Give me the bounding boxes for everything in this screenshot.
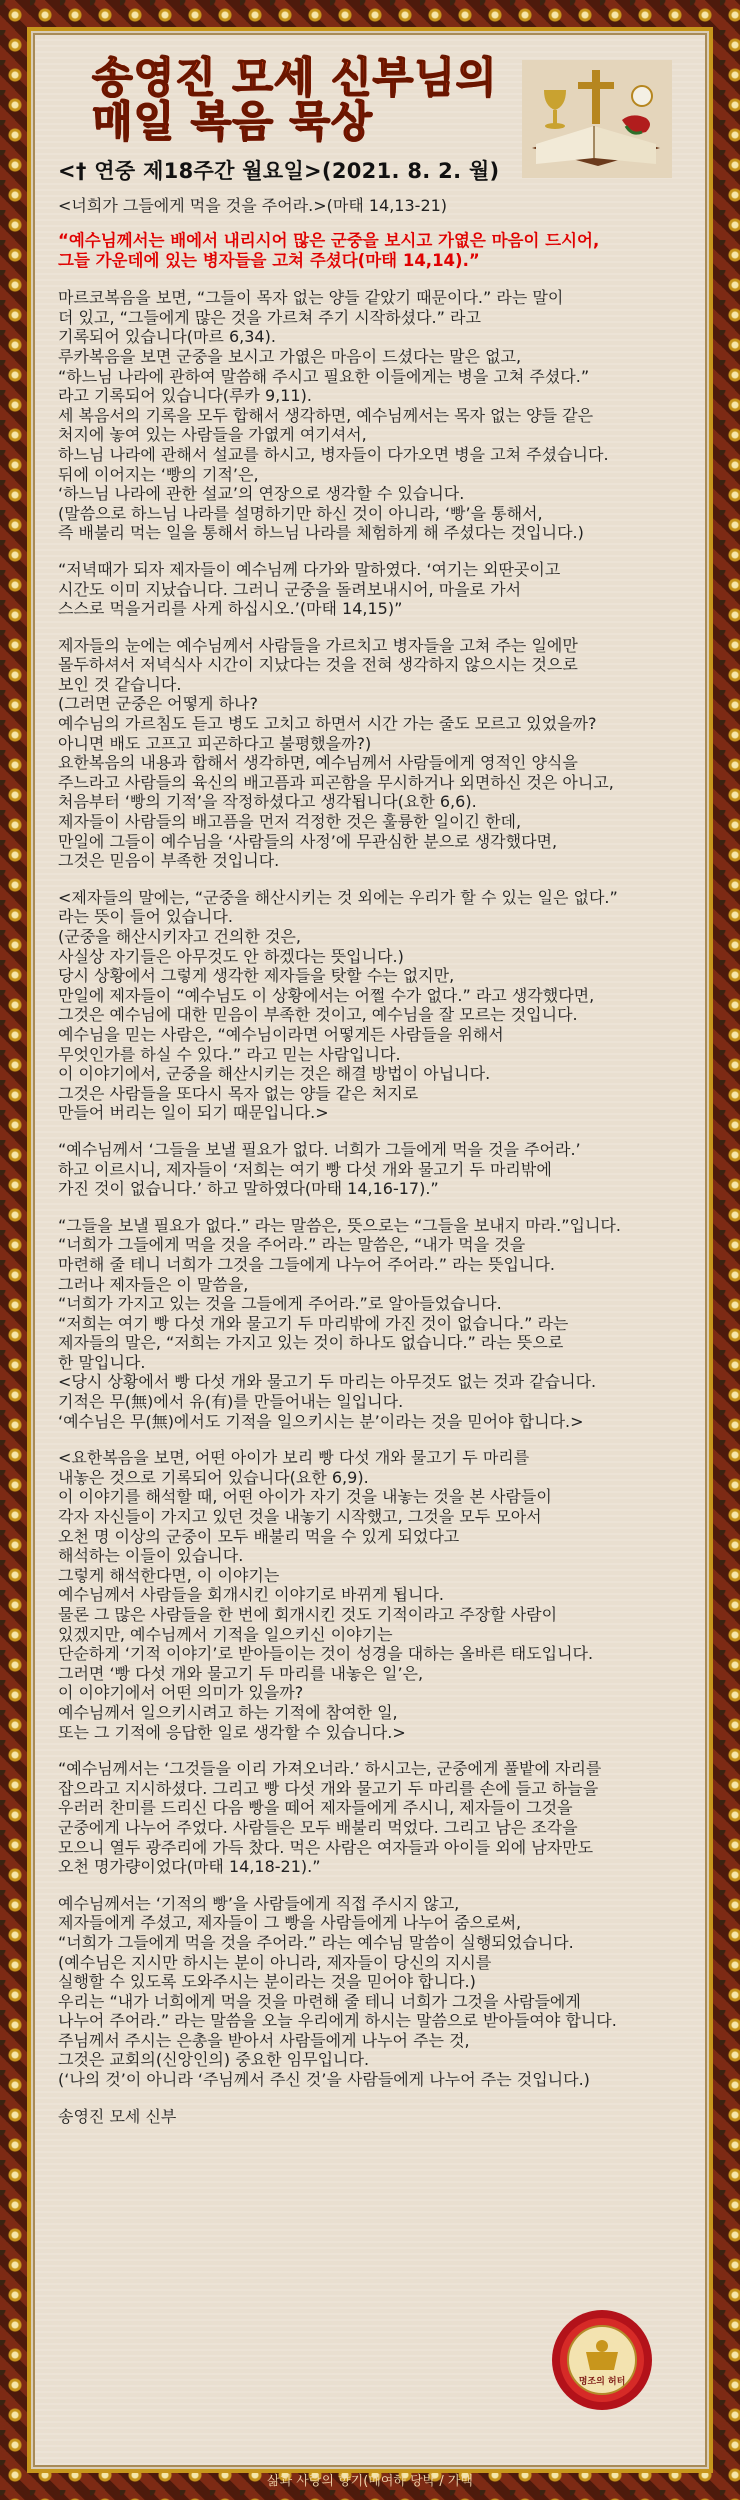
paragraph-3: 제자들의 눈에는 예수님께서 사람들을 가르치고 병자들을 고쳐 주는 일에만 몰두하셔서 저녁식사 시간이 지났다는 것을 전혀 생각하지 않으시는 것으로 보인 것 같습니다. (그러면 군중은 어떻게 하나? 예수님의 가르침도 듣고 병도 고치고 하면서 시간 가는 줄도 모르고 있었을까? 아니면 배도 고프고 피곤하다고 불평했을까?) 요한복음의 내용과 합해서 생각하면, 예수님께서 사람들에게 영적인 양식을 주느라고 사람들의 육신의 배고픔과 피곤함을 무시하거나 외면하신 것은 아니고, 처음부터 ‘빵의 기적’을 작정하셨다고 생각됩니다(요한 6,6). 제자들이 사람들의 배고픔을 먼저 걱정한 것은 훌륭한 일이긴 한데, 만일에 그들이 예수님을 ‘사람들의 사정’에 무관심한 분으로 생각했다면, 그것은 믿음이 부족한 것입니다. [58, 635, 614, 871]
paragraph-2: “저녁때가 되자 제자들이 예수님께 다가와 말하였다. ‘여기는 외딴곳이고 시간도 이미 지났습니다. 그러니 군중을 돌려보내시어, 마을로 가서 스스로 먹을거리를 사게 하십시오.’(마태 14,15)” [58, 559, 561, 619]
date-heading: <† 연중 제18주간 월요일>(2021. 8. 2. 월) [58, 159, 500, 183]
page-title [92, 53, 498, 146]
paragraph-1: 마르코복음을 보면, “그들이 목자 없는 양들 같았기 때문이다.” 라는 말이 더 있고, “그들에게 많은 것을 가르쳐 주기 시작하셨다.” 라고 기록되어 있습니다(마르 6,34). 루카복음을 보면 군중을 보시고 가엾은 마음이 드셨다는 말은 없고, “하느님 나라에 관하여 말씀해 주시고 필요한 이들에게는 병을 고쳐 주셨다.” 라고 기록되어 있습니다(루카 9,11). 세 복음서의 기록을 모두 합해서 생각하면, 예수님께서는 목자 없는 양들 같은 처지에 놓여 있는 사람들을 가엾게 여기셔서, 하느님 나라에 관해서 설교를 하시고, 병자들이 다가오면 병을 고쳐 주셨습니다. 뒤에 이어지는 ‘빵의 기적’은, ‘하느님 나라에 관한 설교’의 연장으로 생각할 수 있습니다. (말씀으로 하느님 나라를 설명하기만 하신 것이 아니라, ‘빵’을 통해서, 즉 배불리 먹는 일을 통해서 하느님 나라를 체험하게 해 주셨다는 것입니다.) [58, 288, 609, 543]
footer-caption: 삶과 사랑의 향기(매여하 당박 / 가백 [267, 2474, 473, 2489]
paragraph-4: <제자들의 말에는, “군중을 해산시키는 것 외에는 우리가 할 수 있는 일은 없다.” 라는 뜻이 들어 있습니다. (군중을 해산시키자고 건의한 것은, 사실상 자기들은 아무것도 안 하겠다는 뜻입니다.) 당시 상황에서 그렇게 생각한 제자들을 탓할 수는 없지만, 만일에 제자들이 “예수님도 이 상황에서는 어쩔 수가 없다.” 라고 생각했다면, 그것은 예수님에 대한 믿음이 부족한 것이고, 예수님을 잘 모르는 것입니다. 예수님을 믿는 사람은, “예수님이라면 어떻게든 사람들을 위해서 무엇인가를 하실 수 있다.” 라고 믿는 사람입니다. 이 이야기에서, 군중을 해산시키는 것은 해결 방법이 아닙니다. 그것은 사람들을 또다시 목자 없는 양들 같은 처지로 만들어 버리는 일이 되기 때문입니다.> [58, 887, 618, 1123]
title-line-2: 매일 복음 묵상 [92, 97, 373, 146]
paragraph-9: 예수님께서는 ‘기적의 빵’을 사람들에게 직접 주시지 않고, 제자들에게 주셨고, 제자들이 그 빵을 사람들에게 나누어 줌으로써, “너희가 그들에게 먹을 것을 주어라.” 라는 예수님 말씀이 실행되었습니다. (예수님은 지시만 하시는 분이 아니라, 제자들이 당신의 지시를 실행할 수 있도록 도와주시는 분이라는 것을 믿어야 합니다.) 우리는 “내가 너희에게 먹을 것을 마련해 줄 테니 너희가 그것을 사람들에게 나누어 주어라.” 라는 말씀을 오늘 우리에게 하시는 말씀으로 받아들여야 합니다. 주님께서 주시는 은총을 받아서 사람들에게 나누어 주는 것, 그것은 교회의(신앙인의) 중요한 임무입니다. (‘나의 것’이 아니라 ‘주님께서 주신 것’을 사람들에게 나누어 주는 것입니다.) [58, 1893, 617, 2090]
gospel-title: <너희가 그들에게 먹을 것을 주어라.>(마태 14,13-21) [58, 195, 448, 215]
paragraph-7: <요한복음을 보면, 어떤 아이가 보리 빵 다섯 개와 물고기 두 마리를 내놓은 것으로 기록되어 있습니다(요한 6,9). 이 이야기를 해석할 때, 어떤 아이가 자기 것을 내놓는 것을 본 사람들이 각자 자신들이 가지고 있던 것을 내놓기 시작했고, 그것을 모두 모아서 오천 명 이상의 군중이 모두 배불리 먹을 수 있게 되었다고 해석하는 이들이 있습니다. 그렇게 해석한다면, 이 이야기는 예수님께서 사람들을 회개시킨 이야기로 바뀌게 됩니다. 물론 그 많은 사람들을 한 번에 회개시킨 것도 기적이라고 주장할 사람이 있겠지만, 예수님께서 기적을 일으키신 이야기는 단순하게 ‘기적 이야기’로 받아들이는 것이 성경을 대하는 올바른 태도입니다. 그러면 ‘빵 다섯 개와 물고기 두 마리를 내놓은 일’은, 이 이야기에서 어떤 의미가 있을까? 예수님께서 일으키시려고 하는 기적에 참여한 일, 또는 그 기적에 응답한 일로 생각할 수 있습니다.> [58, 1448, 594, 1742]
signature: 송영진 모세 신부 [58, 2106, 177, 2126]
paragraph-6: “그들을 보낼 필요가 없다.” 라는 말씀은, 뜻으로는 “그들을 보내지 마라.”입니다. “너희가 그들에게 먹을 것을 주어라.” 라는 말씀은, “내가 먹을 것을 마련해 줄 테니 너희가 그것을 그들에게 나누어 주어라.” 라는 뜻입니다. 그러나 제자들은 이 말씀을, “너희가 가지고 있는 것을 그들에게 주어라.”로 알아들었습니다. “저희는 여기 빵 다섯 개와 물고기 두 마리밖에 가진 것이 없습니다.” 라는 제자들의 말은, “저희는 가지고 있는 것이 하나도 없습니다.” 라는 뜻으로 한 말입니다. <당시 상황에서 빵 다섯 개와 물고기 두 마리는 아무것도 없는 것과 같습니다. 기적은 무(無)에서 유(有)를 만들어내는 일입니다. ‘예수님은 무(無)에서도 기적을 일으키시는 분’이라는 것을 믿어야 합니다.> [58, 1215, 621, 1431]
wax-seal-icon [550, 2308, 654, 2412]
meditation-content [58, 159, 676, 2126]
paragraph-8: “예수님께서는 ‘그것들을 이리 가져오너라.’ 하시고는, 군중에게 풀밭에 자리를 잡으라고 지시하셨다. 그리고 빵 다섯 개와 물고기 두 마리를 손에 들고 하늘을 우러러 찬미를 드리신 다음 빵을 떼어 제자들에게 주시니, 제자들이 그것을 군중에게 나누어 주었다. 사람들은 모두 배불리 먹었다. 그리고 남은 조각을 모으니 열두 광주리에 가득 찼다. 먹은 사람은 여자들과 아이들 외에 남자만도 오천 명가량이었다(마태 14,18-21).” [58, 1759, 602, 1877]
seal-label: 명조의 허터 [578, 2377, 626, 2387]
key-quote: “예수님께서는 배에서 내리시어 많은 군중을 보시고 가엾은 마음이 드시어, 그들 가운데에 있는 병자들을 고쳐 주셨다(마태 14,14).” [58, 231, 600, 271]
paragraph-5: “예수님께서 ‘그들을 보낼 필요가 없다. 너희가 그들에게 먹을 것을 주어라.’ 하고 이르시니, 제자들이 ‘저희는 여기 빵 다섯 개와 물고기 두 마리밖에 가진 것이 없습니다.’ 하고 말하였다(마태 14,16-17).” [58, 1139, 581, 1199]
title-line-1: 송영진 모세 신부님의 [92, 53, 498, 102]
bible-chalice-cross-icon [522, 60, 672, 178]
